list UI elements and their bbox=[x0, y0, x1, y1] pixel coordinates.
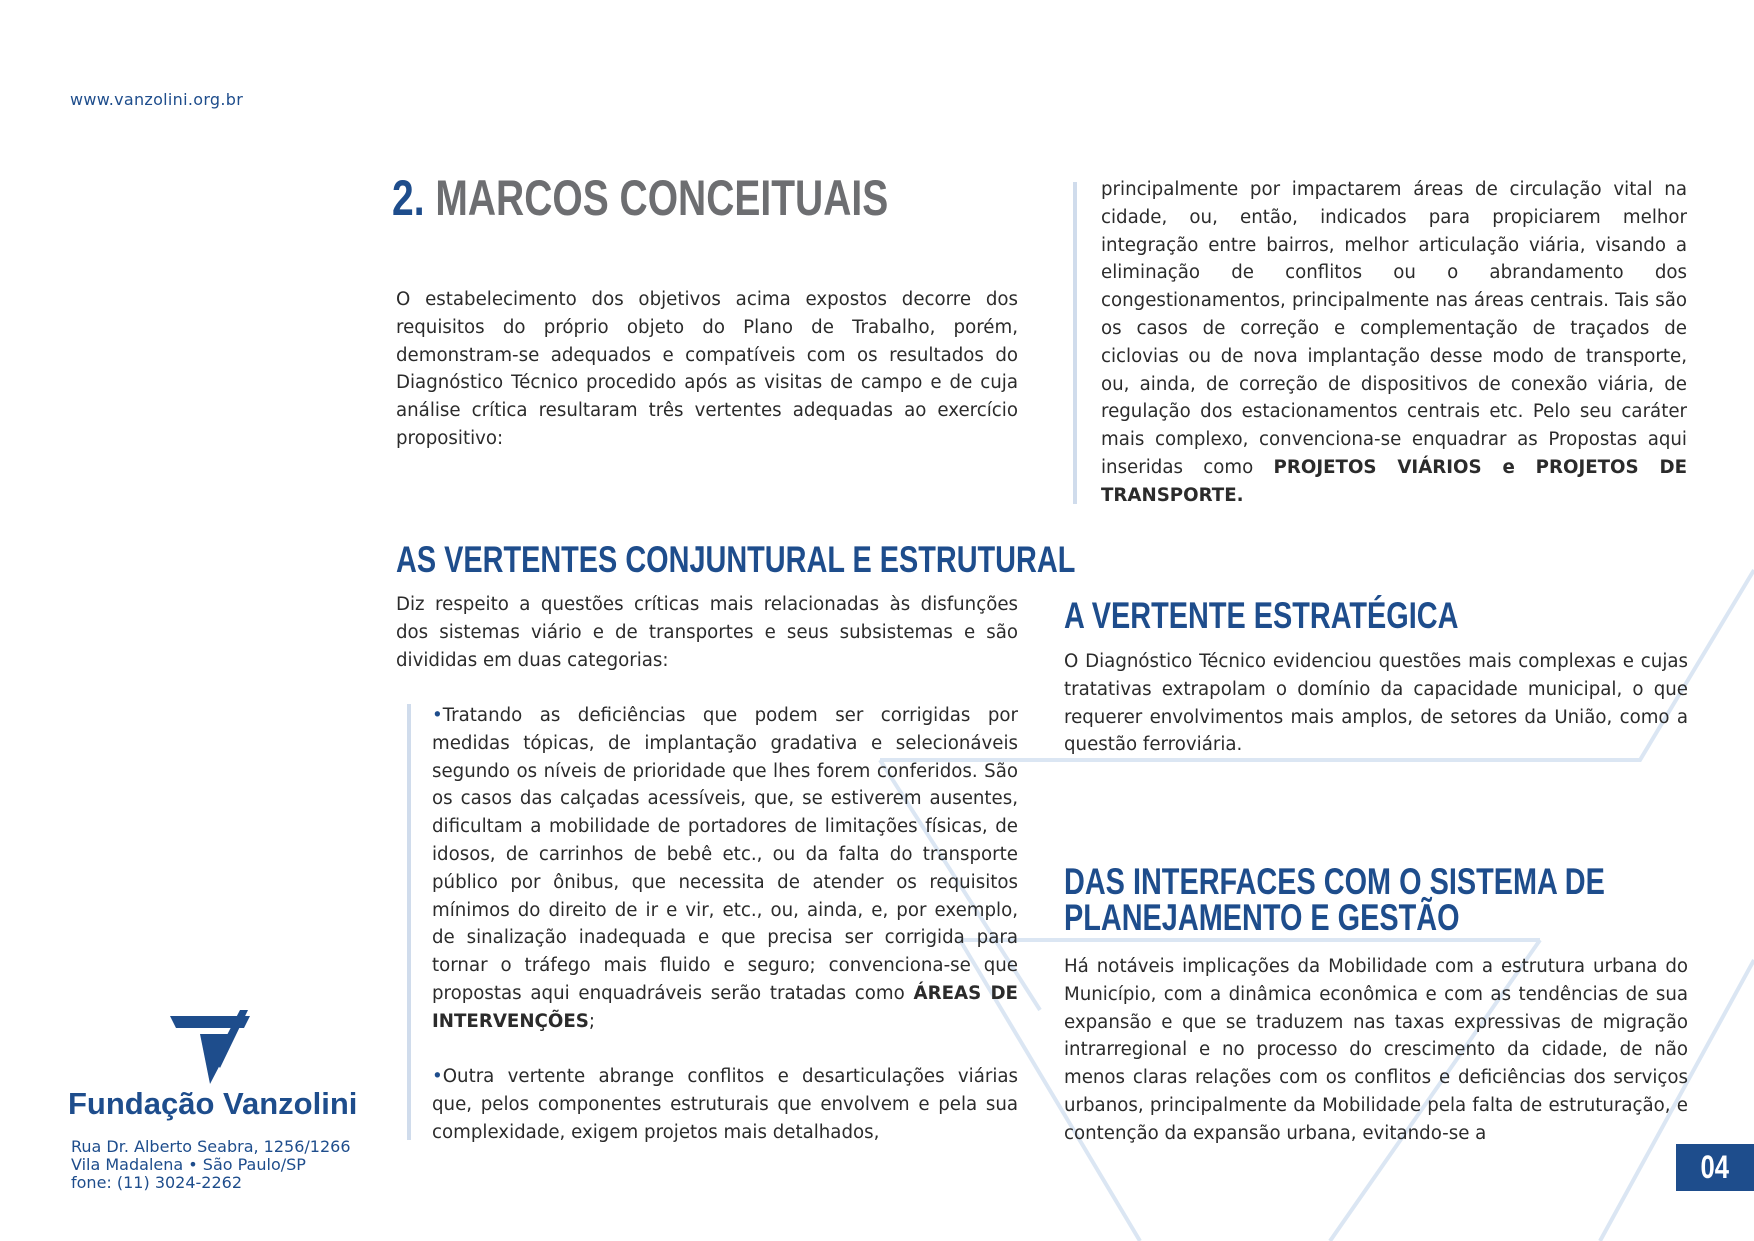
section-estrategica-title-block bbox=[1064, 595, 1688, 636]
page-number: 04 bbox=[1700, 1149, 1730, 1185]
section-interfaces-title-block bbox=[1064, 861, 1688, 938]
bullet-item-areas-end: ; bbox=[588, 1010, 596, 1032]
section-estrategica-title: A VERTENTE ESTRATÉGICA bbox=[1064, 595, 1459, 636]
section-conjuntural-body: Diz respeito a questões críticas mais relacionadas às disfunções dos sistemas viário e de transportes e seus subsistemas e são divididas em duas categorias: bbox=[396, 594, 1018, 671]
logo-name: Fundação Vanzolini bbox=[68, 1086, 358, 1121]
bullet-item-areas-text: Tratando as deficiências que podem ser corrigidas por medidas tópicas, de implantação gradativa e selecionáveis segundo os níveis de prioridade que lhes forem conferidos. São os casos das calçadas acessíveis, que, se estiverem ausentes, dificultam a mobilidade de portadores de limitações físicas, de idosos, de carrinhos de bebê etc., ou da falta do transporte público por ônibus, que necessita de atender os requisitos mínimos do direito de ir e vir, etc., ou, ainda, e, por exemplo, de sinalização inadequada e que precisa ser corrigida para tornar o tráfego mais fluido e seguro; convenciona-se que propostas aqui enquadráveis serão tratadas como bbox=[432, 705, 1018, 1004]
bullet-item-areas-bold: ÁREAS DE INTERVENÇÕES bbox=[432, 982, 1018, 1032]
footer-address bbox=[71, 1138, 351, 1192]
address-phone: fone: (11) 3024-2262 bbox=[71, 1173, 243, 1192]
quote-bar-right bbox=[1073, 182, 1077, 504]
section-interfaces-title-line2: PLANEJAMENTO E GESTÃO bbox=[1064, 897, 1460, 938]
bullet-list bbox=[432, 702, 1018, 1147]
bullet-item-projetos-text: Outra vertente abrange conflitos e desarticulações viárias que, pelos componentes estruturais que envolvem e pela sua complexidade, exigem projetos mais detalhados, bbox=[432, 1066, 1018, 1143]
section-interfaces-body: Há notáveis implicações da Mobilidade com a estrutura urbana do Município, com a dinâmica econômica e com as tendências de sua expansão e que se traduzem nas taxas expressivas de migração intrarregional e no processo do crescimento da cidade, de não menos claras relações com os conflitos e deficiências dos serviços urbanos, principalmente da Mobilidade pela falta de estruturação, e contenção da expansão urbana, evitando-se a bbox=[1064, 956, 1688, 1144]
quote-bar-left bbox=[407, 704, 411, 1140]
intro-paragraph-block bbox=[396, 286, 1018, 453]
page-number-badge bbox=[1676, 1144, 1754, 1191]
bullet-item-projetos bbox=[432, 1063, 1018, 1146]
section-interfaces-title bbox=[1064, 861, 1605, 938]
page-title bbox=[392, 168, 888, 228]
section-estrategica-body: O Diagnóstico Técnico evidenciou questões mais complexas e cujas tratativas extrapolam o domínio da capacidade municipal, o que requerer envolvimentos mais amplos, de setores da União, como a questão ferroviária. bbox=[1064, 651, 1688, 756]
section-conjuntural-title-block bbox=[396, 539, 1076, 580]
website-url[interactable]: www.vanzolini.org.br bbox=[70, 90, 244, 109]
continuation-paragraph bbox=[1101, 176, 1687, 510]
address-street: Rua Dr. Alberto Seabra, 1256/1266 bbox=[71, 1137, 351, 1156]
address-city: Vila Madalena • São Paulo/SP bbox=[71, 1155, 306, 1174]
section-conjuntural-title: AS VERTENTES CONJUNTURAL E ESTRUTURAL bbox=[396, 539, 1076, 580]
logo-mark-icon bbox=[170, 1010, 250, 1084]
continuation-text: principalmente por impactarem áreas de circulação vital na cidade, ou, então, indicados para propiciarem melhor integração entre bairros, melhor articulação viária, visando a eliminação de conflitos ou o abrandamento dos congestionamentos, principalmente nas áreas centrais. Tais são os casos de correção e complementação de traçados de ciclovias ou de nova implantação desse modo de transporte, ou, ainda, de correção de dispositivos de conexão viária, de regulação dos estacionamentos centrais etc. Pelo seu caráter mais complexo, convenciona-se enquadrar as Propostas aqui inseridas como bbox=[1101, 179, 1687, 478]
bullet-icon: • bbox=[432, 1066, 443, 1088]
title-text: MARCOS CONCEITUAIS bbox=[435, 170, 889, 226]
bullet-icon: • bbox=[432, 705, 443, 726]
continuation-bold: PROJETOS VIÁRIOS e PROJETOS DE TRANSPORTE. bbox=[1101, 456, 1688, 506]
intro-paragraph: O estabelecimento dos objetivos acima expostos decorre dos requisitos do próprio objeto do Plano de Trabalho, porém, demonstram-se adequados e compatíveis com os resultados do Diagnóstico Técnico procedido após as visitas de campo e de cuja análise crítica resultaram três vertentes adequadas ao exercício propositivo: bbox=[396, 289, 1018, 449]
continuation-block bbox=[1101, 176, 1687, 510]
section-conjuntural-body-block bbox=[396, 591, 1018, 674]
section-interfaces-title-line1: DAS INTERFACES COM O SISTEMA DE bbox=[1064, 861, 1605, 902]
section-estrategica-body-block bbox=[1064, 648, 1688, 759]
section-interfaces-body-block bbox=[1064, 953, 1688, 1148]
title-number: 2. bbox=[392, 170, 425, 226]
bullet-item-areas bbox=[432, 702, 1018, 1036]
